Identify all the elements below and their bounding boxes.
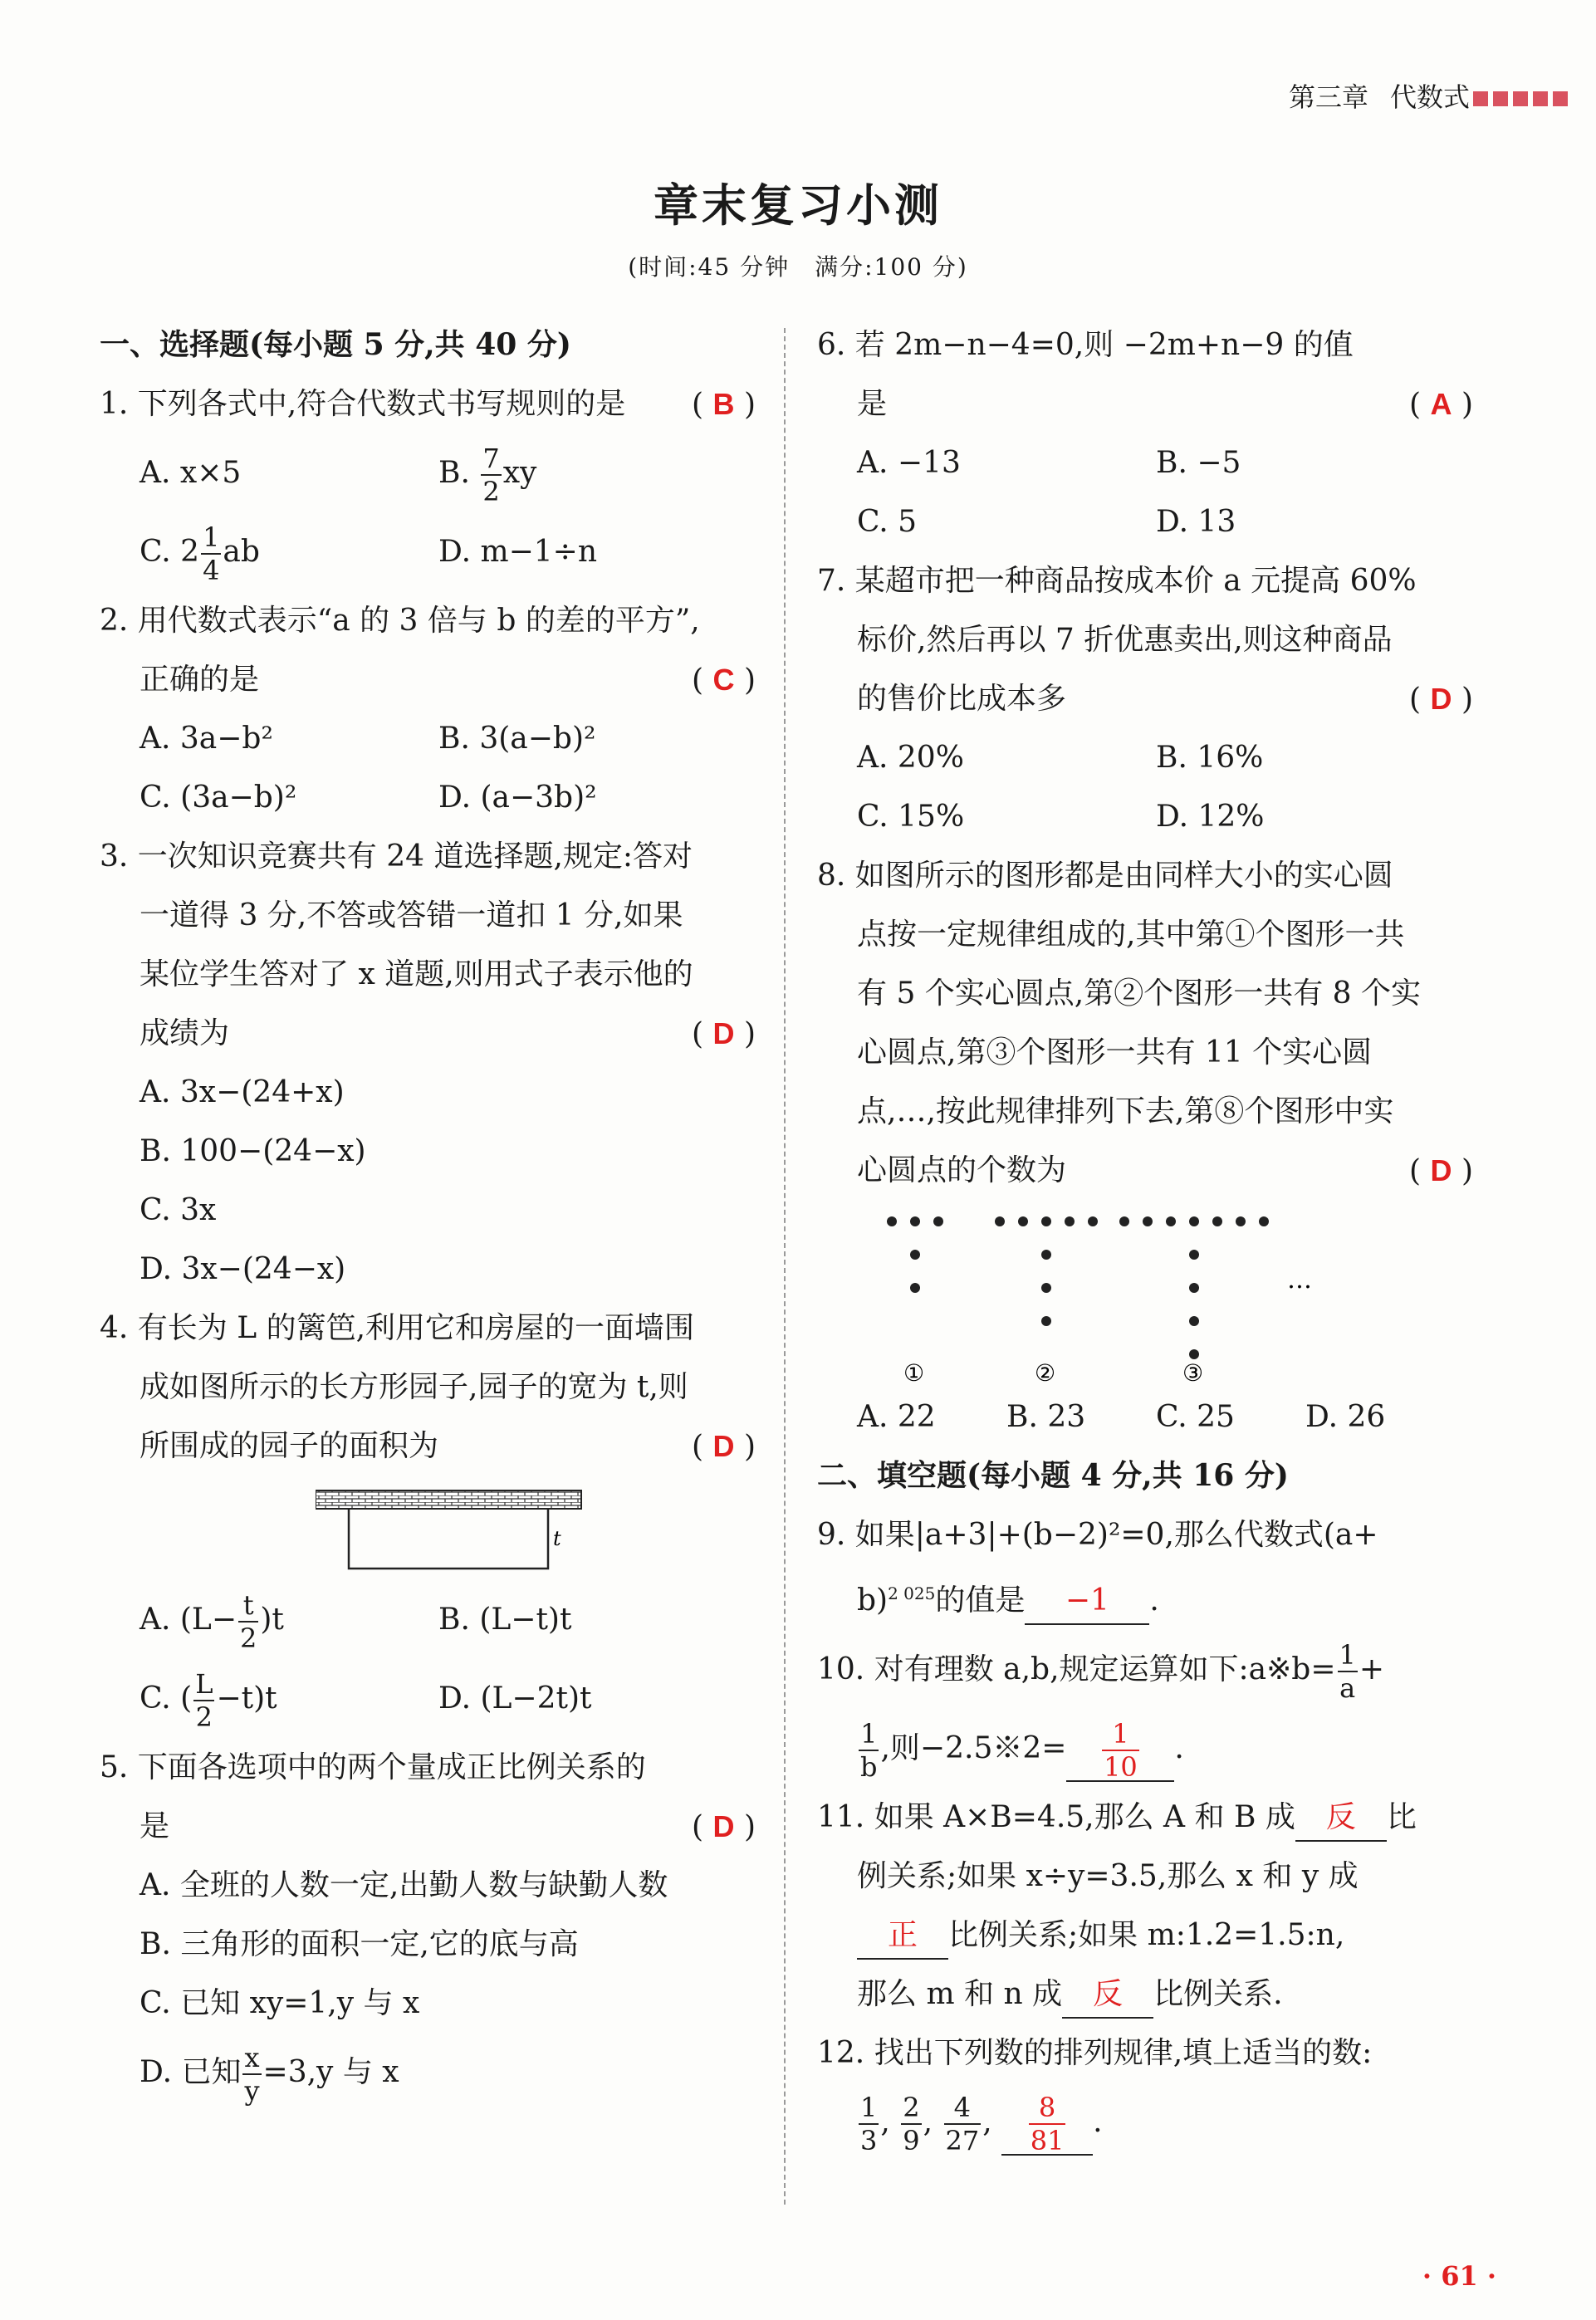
answer-11c: 反 xyxy=(1062,1972,1153,2019)
answer-7: ( D ) xyxy=(1409,682,1473,717)
option-d: D. (a−3b)² xyxy=(438,781,597,815)
question-1: 1. 下列各式中,符合代数式书写规则的是 ( B ) A. x×5 B. $\frac{7}{2}$ xy C. 2 $\frac{1}{4}$ ab D. m−1÷n xyxy=(100,374,756,591)
option-d: D. 26 xyxy=(1305,1400,1386,1434)
question-5: 5. 下面各选项中的两个量成正比例关系的 是 ( D ) A. 全班的人数一定,出勤人数与缺勤人数 B. 三角形的面积一定,它的底与高 C. 已知 xy=1,y 与 x D. 已知 $\frac{x}{y}$ =3,y 与 x xyxy=(100,1738,756,2112)
width-label: t xyxy=(553,1527,561,1550)
left-column xyxy=(100,316,756,2112)
option-a: A. 3x−(24+x) xyxy=(140,1075,345,1109)
option-b: B. $\frac{7}{2}$ xy xyxy=(438,443,537,507)
figure-1-label: ① xyxy=(903,1359,925,1387)
option-c: C. ( $\frac{L}{2}$ −t)t xyxy=(140,1668,277,1733)
option-b: B. 三角形的面积一定,它的底与高 xyxy=(140,1927,579,1961)
right-column xyxy=(817,316,1473,2161)
option-d: D. 3x−(24−x) xyxy=(140,1252,346,1286)
figure-3-label: ③ xyxy=(1182,1359,1204,1387)
question-9: 9. 如果|a+3|+(b−2)²=0,那么代数式(a+ b)$^{2 025}$的值是 −1 . xyxy=(817,1505,1473,1630)
option-a: A. 3a−b² xyxy=(140,722,273,756)
question-2: 2. 用代数式表示“a 的 3 倍与 b 的差的平方”, 正确的是 ( C ) A. 3a−b² B. 3(a−b)² C. (3a−b)² D. (a−3b)² xyxy=(100,591,756,827)
answer-12: $\frac{8}{81}$ xyxy=(1001,2094,1093,2156)
answer-2: ( C ) xyxy=(692,663,756,697)
section-heading-fill: 二、填空题(每小题 4 分,共 16 分) xyxy=(817,1458,1289,1493)
section-label: 代数式 xyxy=(1390,76,1568,115)
exam-info: (时间:45 分钟 满分:100 分) xyxy=(628,253,968,281)
question-11: 11. 如果 A×B=4.5,那么 A 和 B 成 反 比 例关系;如果 x÷y=3.5,那么 x 和 y 成 正 比例关系;如果 m:1.2=1.5:n, 那么 m 和 n 成 反 比例关系. xyxy=(817,1788,1473,2024)
option-d: D. m−1÷n xyxy=(438,535,598,569)
option-c: C. 5 xyxy=(857,505,918,539)
page-title: 章末复习小测 xyxy=(654,179,942,232)
question-12: 12. 找出下列数的排列规律,填上适当的数: $\frac{1}{3}$ , $\frac{2}{9}$ , $\frac{4}{27}$ , $\frac{8}{81}$ . xyxy=(817,2036,1373,2156)
question-7: 7. 某超市把一种商品按成本价 a 元提高 60% 标价,然后再以 7 折优惠卖出,则这种商品 的售价比成本多 ( D ) A. 20% B. 16% C. 15% D. 12% xyxy=(817,551,1473,846)
answer-11a: 反 xyxy=(1295,1795,1387,1842)
page-number: · 61 · xyxy=(1422,2260,1496,2292)
option-a: A. −13 xyxy=(857,446,961,480)
continuation-ellipsis: … xyxy=(1287,1265,1312,1295)
answer-10: $\frac{1}{10}$ xyxy=(1066,1720,1174,1782)
option-a: A. 全班的人数一定,出勤人数与缺勤人数 xyxy=(140,1868,668,1902)
figure-1-dots xyxy=(887,1216,943,1293)
column-divider xyxy=(784,328,786,2205)
option-c: C. 25 xyxy=(1156,1400,1235,1434)
option-c: C. 3x xyxy=(140,1193,217,1227)
option-a: A. 20% xyxy=(857,741,964,775)
question-10: 10. 对有理数 a,b,规定运算如下:a※b= $\frac{1}{a}$ + $\frac{1}{b}$ ,则−2.5※2= $\frac{1}{10}$ . xyxy=(817,1639,1385,1783)
options-row xyxy=(100,433,756,512)
section-heading-choice: 一、选择题(每小题 5 分,共 40 分) xyxy=(100,327,571,362)
option-b: B. 3(a−b)² xyxy=(438,722,596,756)
dot-pattern-figure xyxy=(834,1205,1465,1388)
option-a: A. (L− $\frac{t}{2}$ )t xyxy=(140,1589,284,1654)
option-c: C. 已知 xy=1,y 与 x xyxy=(140,1986,420,2020)
garden-figure xyxy=(316,1489,590,1580)
option-b: B. 100−(24−x) xyxy=(140,1134,366,1168)
figure-2-label: ② xyxy=(1035,1359,1056,1387)
answer-3: ( D ) xyxy=(692,1016,756,1051)
answer-6: ( A ) xyxy=(1409,387,1473,422)
option-b: B. (L−t)t xyxy=(438,1603,572,1637)
answer-1: ( B ) xyxy=(692,387,756,422)
question-3: 3. 一次知识竞赛共有 24 道选择题,规定:答对 一道得 3 分,不答或答错一道扣 1 分,如果 某位学生答对了 x 道题,则用式子表示他的 成绩为 ( D ) A. 3x−(24+x) B. 100−(24−x) C. 3x D. 3x−(24−x) xyxy=(100,827,756,1299)
option-d: D. 13 xyxy=(1156,505,1236,539)
question-4: 4. 有长为 L 的篱笆,利用它和房屋的一面墙围 成如图所示的长方形园子,园子的宽为 t,则 所围成的园子的面积为 ( D ) t A. (L− $\frac{t}{2}$ )t B. (L−t)t C. ( $\frac{L}{2}$ −t)t D. (L−2t)t xyxy=(100,1299,756,1738)
option-d: D. 12% xyxy=(1156,800,1265,834)
options-row xyxy=(100,512,756,591)
house-wall xyxy=(316,1490,581,1509)
running-header xyxy=(1289,76,1568,115)
figure-3-dots xyxy=(1119,1216,1269,1359)
option-c: C. 2 $\frac{1}{4}$ ab xyxy=(140,521,260,586)
answer-8: ( D ) xyxy=(1409,1153,1473,1188)
answer-4: ( D ) xyxy=(692,1429,756,1464)
answer-5: ( D ) xyxy=(692,1809,756,1844)
option-c: C. (3a−b)² xyxy=(140,781,297,815)
option-d: D. (L−2t)t xyxy=(438,1681,592,1716)
option-d: D. 已知 $\frac{x}{y}$ =3,y 与 x xyxy=(140,2042,399,2107)
fence-rectangle xyxy=(349,1509,548,1569)
option-a: A. 22 xyxy=(857,1400,936,1434)
figure-2-dots xyxy=(995,1216,1098,1326)
chapter-label: 第三章 xyxy=(1288,81,1368,113)
option-b: B. −5 xyxy=(1156,446,1241,480)
option-a: A. x×5 xyxy=(140,456,242,490)
option-b: B. 16% xyxy=(1156,741,1264,775)
option-c: C. 15% xyxy=(857,800,965,834)
header-decoration xyxy=(1473,91,1568,106)
option-b: B. 23 xyxy=(1006,1400,1086,1434)
answer-11b: 正 xyxy=(857,1913,948,1960)
answer-9: −1 xyxy=(1025,1578,1149,1625)
question-8: 8. 如图所示的图形都是由同样大小的实心圆 点按一定规律组成的,其中第①个图形一共 有 5 个实心圆点,第②个图形一共有 8 个实 心圆点,第③个图形一共有 11 个实心圆 点,…,按此规律排列下去,第⑧个图形中实 心圆点的个数为 ( D ) … ① ② ③ A. 22 B. 23 C. 25 D. 26 xyxy=(817,846,1473,1446)
question-6: 6. 若 2m−n−4=0,则 −2m+n−9 的值 是 ( A ) A. −13 B. −5 C. 5 D. 13 xyxy=(817,316,1473,551)
